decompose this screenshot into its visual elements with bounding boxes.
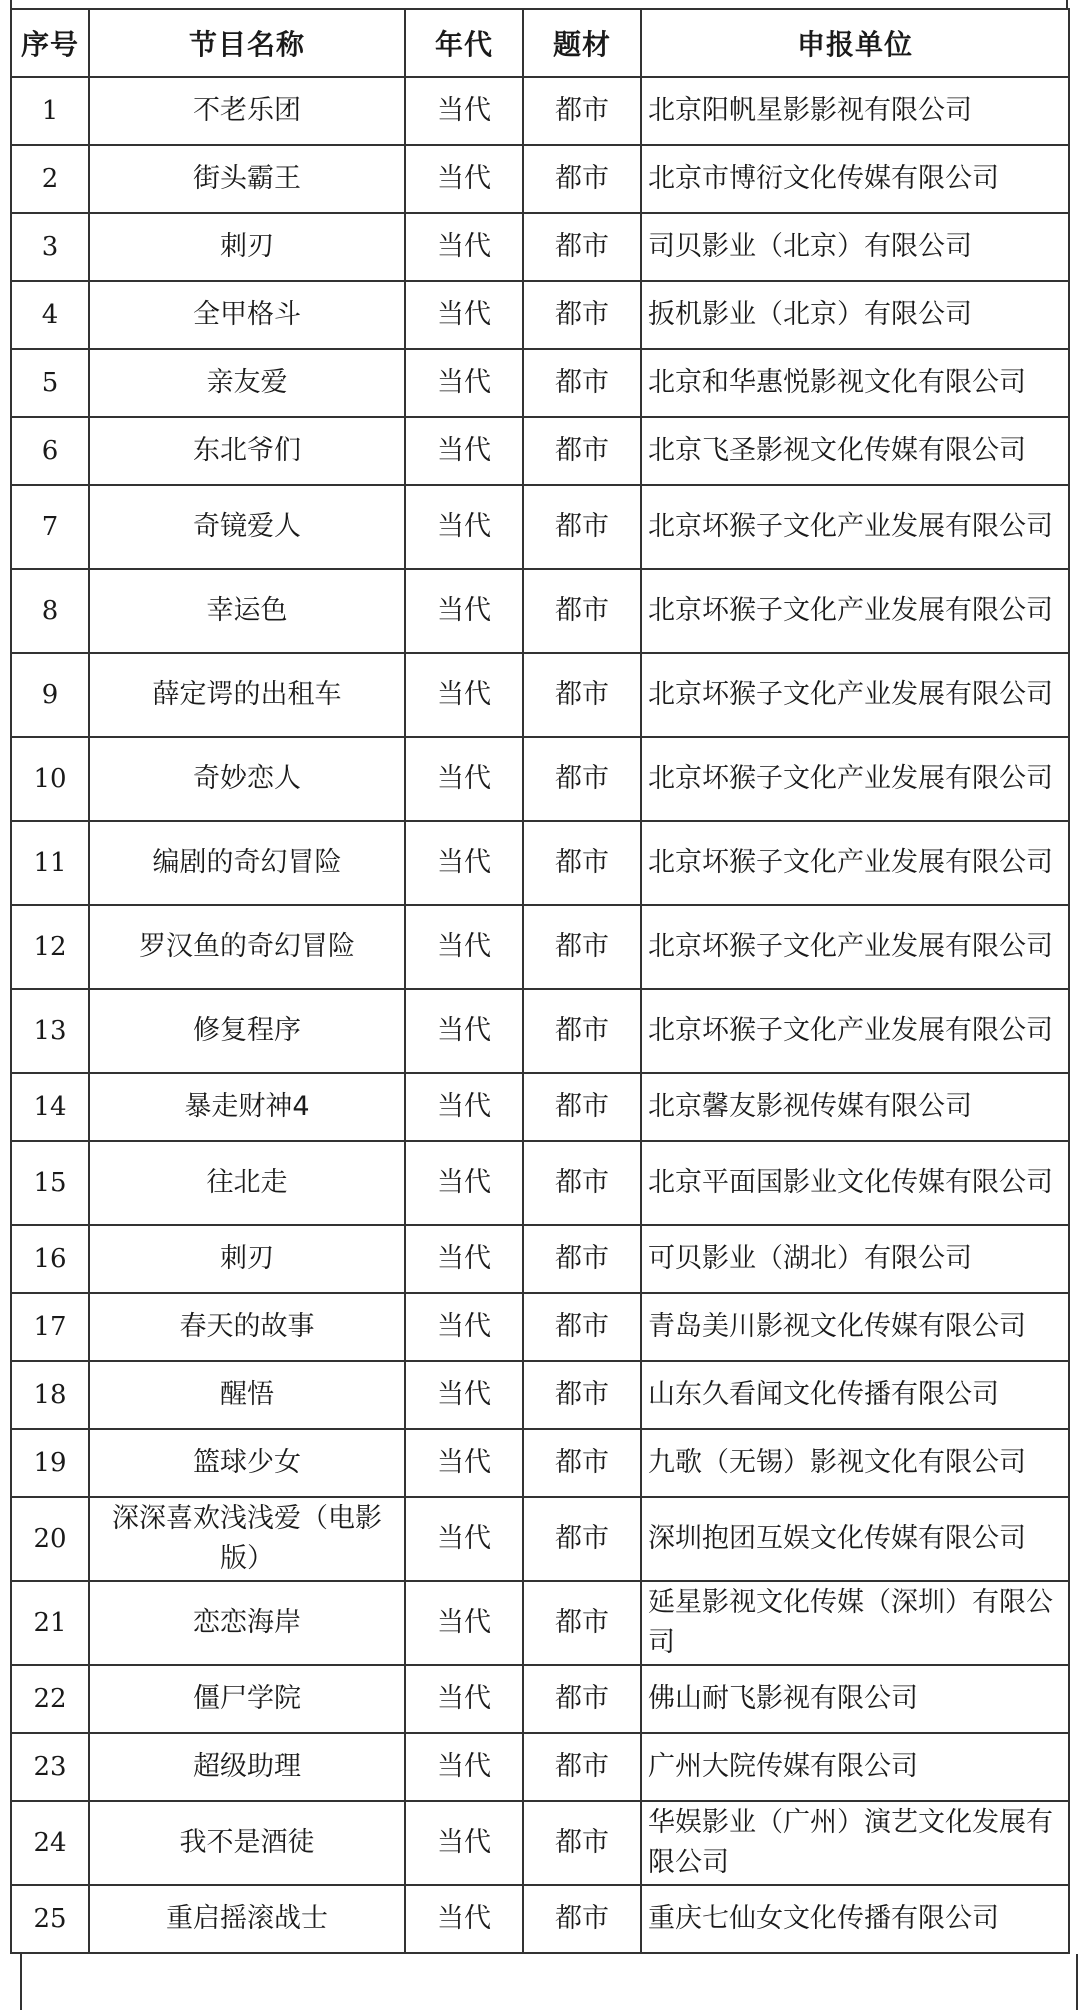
cell-name: 不老乐团 xyxy=(89,77,405,145)
cell-unit: 佛山耐飞影视有限公司 xyxy=(641,1665,1069,1733)
cell-topic: 都市 xyxy=(523,569,641,653)
cell-no: 19 xyxy=(11,1429,89,1497)
table-top-edge xyxy=(10,0,1068,8)
cell-name: 深深喜欢浅浅爱（电影版） xyxy=(89,1497,405,1581)
cell-no: 12 xyxy=(11,905,89,989)
cell-unit: 北京市博衍文化传媒有限公司 xyxy=(641,145,1069,213)
cell-name: 东北爷们 xyxy=(89,417,405,485)
cell-unit: 北京坏猴子文化产业发展有限公司 xyxy=(641,653,1069,737)
program-list-table xyxy=(10,8,1070,1954)
cell-name: 僵尸学院 xyxy=(89,1665,405,1733)
cell-topic: 都市 xyxy=(523,1361,641,1429)
table-row xyxy=(11,821,1069,905)
table-row xyxy=(11,1361,1069,1429)
cell-era: 当代 xyxy=(405,737,523,821)
cell-topic: 都市 xyxy=(523,1293,641,1361)
cell-topic: 都市 xyxy=(523,737,641,821)
table-row xyxy=(11,905,1069,989)
cell-era: 当代 xyxy=(405,1225,523,1293)
cell-topic: 都市 xyxy=(523,1497,641,1581)
cell-era: 当代 xyxy=(405,1073,523,1141)
program-list-table-container xyxy=(10,8,1068,1954)
cell-no: 25 xyxy=(11,1885,89,1953)
cell-name: 恋恋海岸 xyxy=(89,1581,405,1665)
cell-era: 当代 xyxy=(405,1885,523,1953)
cell-unit: 深圳抱团互娱文化传媒有限公司 xyxy=(641,1497,1069,1581)
cell-no: 22 xyxy=(11,1665,89,1733)
cell-no: 17 xyxy=(11,1293,89,1361)
cell-name: 暴走财神4 xyxy=(89,1073,405,1141)
cell-era: 当代 xyxy=(405,77,523,145)
cell-no: 2 xyxy=(11,145,89,213)
cell-unit: 北京阳帆星影影视有限公司 xyxy=(641,77,1069,145)
cell-unit: 北京坏猴子文化产业发展有限公司 xyxy=(641,821,1069,905)
table-row xyxy=(11,1141,1069,1225)
cell-unit: 可贝影业（湖北）有限公司 xyxy=(641,1225,1069,1293)
cell-topic: 都市 xyxy=(523,989,641,1073)
cell-no: 11 xyxy=(11,821,89,905)
cell-name: 刺刃 xyxy=(89,213,405,281)
cell-name: 奇镜爱人 xyxy=(89,485,405,569)
cell-era: 当代 xyxy=(405,485,523,569)
cell-era: 当代 xyxy=(405,145,523,213)
cell-no: 13 xyxy=(11,989,89,1073)
header-name: 节目名称 xyxy=(89,9,405,77)
table-row xyxy=(11,989,1069,1073)
cell-topic: 都市 xyxy=(523,821,641,905)
cell-era: 当代 xyxy=(405,349,523,417)
cell-no: 18 xyxy=(11,1361,89,1429)
cell-era: 当代 xyxy=(405,905,523,989)
cell-unit: 北京飞圣影视文化传媒有限公司 xyxy=(641,417,1069,485)
cell-name: 街头霸王 xyxy=(89,145,405,213)
table-row xyxy=(11,569,1069,653)
cell-era: 当代 xyxy=(405,1361,523,1429)
table-body xyxy=(11,77,1069,1953)
cell-topic: 都市 xyxy=(523,1073,641,1141)
cell-no: 20 xyxy=(11,1497,89,1581)
cell-name: 奇妙恋人 xyxy=(89,737,405,821)
cell-topic: 都市 xyxy=(523,1141,641,1225)
cell-unit: 山东久看闻文化传播有限公司 xyxy=(641,1361,1069,1429)
cell-no: 3 xyxy=(11,213,89,281)
table-row xyxy=(11,1429,1069,1497)
cell-era: 当代 xyxy=(405,1733,523,1801)
cell-unit: 北京平面国影业文化传媒有限公司 xyxy=(641,1141,1069,1225)
table-header-row xyxy=(11,9,1069,77)
cell-unit: 北京坏猴子文化产业发展有限公司 xyxy=(641,905,1069,989)
cell-unit: 青岛美川影视文化传媒有限公司 xyxy=(641,1293,1069,1361)
cell-era: 当代 xyxy=(405,281,523,349)
cell-topic: 都市 xyxy=(523,653,641,737)
cell-name: 往北走 xyxy=(89,1141,405,1225)
cell-topic: 都市 xyxy=(523,1733,641,1801)
cell-era: 当代 xyxy=(405,1141,523,1225)
table-row xyxy=(11,1885,1069,1953)
table-row xyxy=(11,349,1069,417)
cell-name: 刺刃 xyxy=(89,1225,405,1293)
cell-no: 10 xyxy=(11,737,89,821)
cell-topic: 都市 xyxy=(523,1801,641,1885)
cell-no: 24 xyxy=(11,1801,89,1885)
cell-unit: 扳机影业（北京）有限公司 xyxy=(641,281,1069,349)
cell-topic: 都市 xyxy=(523,905,641,989)
table-row xyxy=(11,1225,1069,1293)
header-topic: 题材 xyxy=(523,9,641,77)
cell-no: 16 xyxy=(11,1225,89,1293)
header-no: 序号 xyxy=(11,9,89,77)
table-row xyxy=(11,737,1069,821)
table-row xyxy=(11,281,1069,349)
cell-no: 9 xyxy=(11,653,89,737)
cell-no: 5 xyxy=(11,349,89,417)
cell-unit: 北京坏猴子文化产业发展有限公司 xyxy=(641,737,1069,821)
table-row xyxy=(11,77,1069,145)
cell-no: 23 xyxy=(11,1733,89,1801)
cell-no: 15 xyxy=(11,1141,89,1225)
cell-era: 当代 xyxy=(405,653,523,737)
cell-no: 1 xyxy=(11,77,89,145)
cell-topic: 都市 xyxy=(523,1885,641,1953)
cell-name: 幸运色 xyxy=(89,569,405,653)
cell-era: 当代 xyxy=(405,1581,523,1665)
header-era: 年代 xyxy=(405,9,523,77)
cell-name: 编剧的奇幻冒险 xyxy=(89,821,405,905)
cell-era: 当代 xyxy=(405,1497,523,1581)
table-row xyxy=(11,1497,1069,1581)
cell-unit: 广州大院传媒有限公司 xyxy=(641,1733,1069,1801)
cell-topic: 都市 xyxy=(523,349,641,417)
cell-topic: 都市 xyxy=(523,1429,641,1497)
cell-era: 当代 xyxy=(405,989,523,1073)
cell-era: 当代 xyxy=(405,1801,523,1885)
cell-era: 当代 xyxy=(405,1665,523,1733)
cell-name: 罗汉鱼的奇幻冒险 xyxy=(89,905,405,989)
cell-topic: 都市 xyxy=(523,1581,641,1665)
table-row xyxy=(11,1801,1069,1885)
cell-era: 当代 xyxy=(405,417,523,485)
table-row xyxy=(11,1293,1069,1361)
cell-unit: 北京坏猴子文化产业发展有限公司 xyxy=(641,485,1069,569)
cell-name: 修复程序 xyxy=(89,989,405,1073)
table-row xyxy=(11,485,1069,569)
cell-name: 我不是酒徒 xyxy=(89,1801,405,1885)
cell-name: 篮球少女 xyxy=(89,1429,405,1497)
cell-unit: 北京馨友影视传媒有限公司 xyxy=(641,1073,1069,1141)
table-row xyxy=(11,1733,1069,1801)
table-continuation-edge xyxy=(20,1954,1078,2010)
table-row xyxy=(11,145,1069,213)
table-row xyxy=(11,417,1069,485)
cell-name: 重启摇滚战士 xyxy=(89,1885,405,1953)
cell-unit: 华娱影业（广州）演艺文化发展有限公司 xyxy=(641,1801,1069,1885)
cell-no: 4 xyxy=(11,281,89,349)
cell-topic: 都市 xyxy=(523,145,641,213)
cell-name: 超级助理 xyxy=(89,1733,405,1801)
cell-unit: 九歌（无锡）影视文化有限公司 xyxy=(641,1429,1069,1497)
cell-name: 醒悟 xyxy=(89,1361,405,1429)
cell-no: 8 xyxy=(11,569,89,653)
cell-unit: 北京坏猴子文化产业发展有限公司 xyxy=(641,989,1069,1073)
cell-unit: 重庆七仙女文化传播有限公司 xyxy=(641,1885,1069,1953)
table-row xyxy=(11,1665,1069,1733)
cell-unit: 司贝影业（北京）有限公司 xyxy=(641,213,1069,281)
header-unit: 申报单位 xyxy=(641,9,1069,77)
cell-unit: 延星影视文化传媒（深圳）有限公司 xyxy=(641,1581,1069,1665)
cell-name: 春天的故事 xyxy=(89,1293,405,1361)
cell-era: 当代 xyxy=(405,1293,523,1361)
cell-topic: 都市 xyxy=(523,417,641,485)
cell-topic: 都市 xyxy=(523,1225,641,1293)
cell-no: 14 xyxy=(11,1073,89,1141)
cell-unit: 北京坏猴子文化产业发展有限公司 xyxy=(641,569,1069,653)
cell-topic: 都市 xyxy=(523,485,641,569)
cell-era: 当代 xyxy=(405,1429,523,1497)
cell-unit: 北京和华惠悦影视文化有限公司 xyxy=(641,349,1069,417)
table-row xyxy=(11,1073,1069,1141)
cell-name: 亲友爱 xyxy=(89,349,405,417)
cell-topic: 都市 xyxy=(523,281,641,349)
table-row xyxy=(11,1581,1069,1665)
cell-no: 21 xyxy=(11,1581,89,1665)
cell-topic: 都市 xyxy=(523,1665,641,1733)
table-row xyxy=(11,213,1069,281)
cell-name: 薛定谔的出租车 xyxy=(89,653,405,737)
cell-no: 7 xyxy=(11,485,89,569)
table-row xyxy=(11,653,1069,737)
cell-no: 6 xyxy=(11,417,89,485)
cell-era: 当代 xyxy=(405,821,523,905)
cell-topic: 都市 xyxy=(523,77,641,145)
cell-topic: 都市 xyxy=(523,213,641,281)
cell-era: 当代 xyxy=(405,213,523,281)
cell-era: 当代 xyxy=(405,569,523,653)
cell-name: 全甲格斗 xyxy=(89,281,405,349)
